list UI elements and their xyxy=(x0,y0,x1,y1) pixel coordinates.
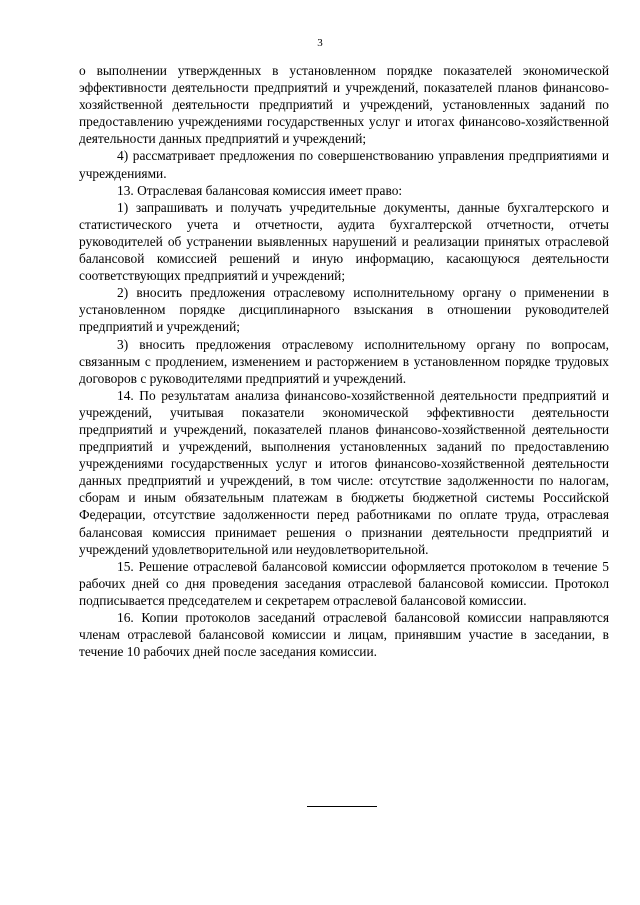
paragraph-right-1: 1) запрашивать и получать учредительные документы, данные бухгалтерского и статистического учета и отчетности, аудита бухгалтерской отчетности, отчеты руководителей об устранении выявленных нарушений и реализации принятых отраслевой балансовой комиссией решений и иную информацию, касающуюся деятельности соответствующих предприятий и учреждений; xyxy=(79,199,609,284)
paragraph-right-3: 3) вносить предложения отраслевому исполнительному органу по вопросам, связанным с продлением, изменением и расторжением в установленном порядке трудовых договоров с руководителями предприятий и учреждений. xyxy=(79,336,609,386)
paragraph-continuation: о выполнении утвержденных в установленном порядке показателей экономической эффективности деятельности предприятий и учреждений, показателей планов финансово-хозяйственной деятельности предприятий и учреждений, установленных заданий по предоставлению учреждениями государственных услуг и итогах финансово-хозяйственной деятельности данных предприятий и учреждений; xyxy=(79,63,609,147)
closing-rule xyxy=(307,806,377,807)
paragraph-section-13: 13. Отраслевая балансовая комиссия имеет право: xyxy=(117,182,403,198)
document-body xyxy=(79,62,609,660)
page-number: 3 xyxy=(317,37,323,49)
paragraph-section-14: 14. По результатам анализа финансово-хозяйственной деятельности предприятий и учреждений, учитывая показатели экономической эффективности деятельности предприятий и учреждений, показателей планов финансово-хозяйственной деятельности предприятий и учреждений, выполнения установленных заданий по предоставлению учреждениями государственных услуг и итогов финансово-хозяйственной деятельности данных предприятий и учреждений, в том числе: отсутствие задолженности по налогам, сборам и иным обязательным платежам в бюджеты бюджетной системы Российской Федерации, отсутствие задолженности перед работниками по оплате труда, отраслевая балансовая комиссия принимает решения о признании деятельности предприятий и учреждений удовлетворительной или неудовлетворительной. xyxy=(79,387,609,557)
paragraph-section-15: 15. Решение отраслевой балансовой комиссии оформляется протоколом в течение 5 рабочих дней со дня проведения заседания отраслевой балансовой комиссии. Протокол подписывается председателем и секретарем отраслевой балансовой комиссии. xyxy=(79,558,609,608)
paragraph-right-2: 2) вносить предложения отраслевому исполнительному органу о применении в установленном порядке дисциплинарного взыскания в отношении руководителей предприятий и учреждений; xyxy=(79,285,609,335)
paragraph-item-4: 4) рассматривает предложения по совершенствованию управления предприятиями и учреждениями. xyxy=(79,148,609,181)
paragraph-section-16: 16. Копии протоколов заседаний отраслевой балансовой комиссии направляются членам отраслевой балансовой комиссии и лицам, принявшим участие в заседании, в течение 10 рабочих дней после заседания комиссии. xyxy=(79,610,609,660)
